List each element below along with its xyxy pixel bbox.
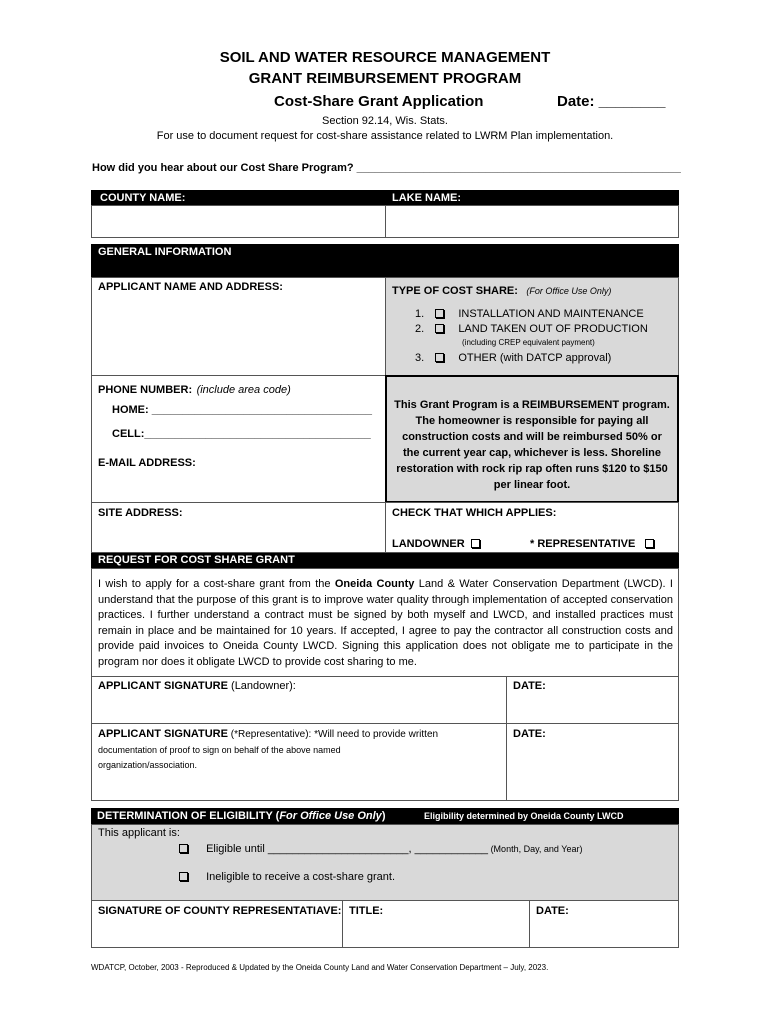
site-address-cell[interactable] — [91, 502, 386, 553]
title-label: TITLE: — [349, 905, 384, 917]
signature-label: APPLICANT SIGNATURE — [98, 680, 228, 692]
applicant-type-cell — [385, 502, 679, 553]
county-rep-signature-field[interactable] — [91, 900, 343, 948]
checkbox-icon[interactable] — [435, 324, 444, 333]
request-bar: REQUEST FOR COST SHARE GRANT — [91, 553, 679, 568]
request-text-part: Land & Water Conservation Department (LWCD). I understand that the purpose of this grant is to improve water quality through implementation of accepted conservation practices. I further understand a contract must be signed by both myself and LWCD, and installed practices must remain in place and be maintained for 10 years. If accepted, I agree to pay the contractor all construction costs and provide paid invoices to Oneida County LWCD. Signing this application does not obligate me to participate in the program nor does it obligate LWCD to provide cost sharing to me. — [98, 578, 673, 668]
request-statement — [98, 577, 673, 670]
office-use-note: (For Office Use Only) — [526, 286, 612, 296]
site-address-label: SITE ADDRESS: — [98, 507, 183, 519]
date-format-note: (Month, Day, and Year) — [488, 844, 583, 854]
eligible-until-field[interactable]: Eligible until _______________________, ____________ — [206, 843, 489, 855]
signature-label: APPLICANT SIGNATURE — [98, 728, 228, 740]
landowner-date-field[interactable] — [506, 676, 679, 724]
form-title-line3: Cost-Share Grant Application — [274, 93, 484, 110]
phone-number-label: PHONE NUMBER: — [98, 384, 193, 396]
lake-name-label: LAKE NAME: — [392, 192, 462, 204]
statute-reference: Section 92.14, Wis. Stats. — [322, 115, 448, 127]
eligibility-bar — [91, 808, 679, 824]
ineligible-option[interactable] — [176, 871, 395, 883]
form-purpose: For use to document request for cost-share assistance related to LWRM Plan implementation. — [156, 130, 614, 142]
applicant-is-label: This applicant is: — [98, 827, 180, 839]
applicant-name-label: APPLICANT NAME AND ADDRESS: — [98, 281, 283, 293]
request-text-part: I wish to apply for a cost-share grant from the — [98, 578, 335, 590]
lake-name-input[interactable] — [385, 205, 679, 238]
representative-label: * REPRESENTATIVE — [530, 538, 636, 550]
general-information-bar: GENERAL INFORMATION — [91, 244, 679, 277]
representative-documentation-note: documentation of proof to sign on behalf of the above named organization/association. — [98, 745, 341, 770]
form-title-line2: GRANT REIMBURSEMENT PROGRAM — [248, 70, 522, 87]
landowner-label: LANDOWNER — [392, 538, 465, 550]
checkbox-icon[interactable] — [471, 539, 480, 548]
option-number: 2. — [415, 323, 425, 335]
county-name-input[interactable] — [91, 205, 386, 238]
referral-question[interactable]: How did you hear about our Cost Share Program? _____________________________________________________ — [92, 162, 681, 174]
signature-note: (*Representative): *Will need to provide written — [227, 729, 439, 740]
checkbox-icon[interactable] — [645, 539, 654, 548]
checkbox-icon[interactable] — [435, 353, 444, 362]
reimbursement-notice-text: This Grant Program is a REIMBURSEMENT program. The homeowner is responsible for paying all construction costs and will be reimbursed 50% or the current year cap, whichever is less. Shoreline restoration with rock rip rap often runs $120 to $150 per linear foot. — [394, 399, 670, 491]
check-applies-label: CHECK THAT WHICH APPLIES: — [392, 507, 557, 519]
county-date-field[interactable] — [529, 900, 679, 948]
option-label: OTHER (with DATCP approval) — [458, 352, 612, 364]
option-number: 1. — [415, 308, 425, 320]
type-of-cost-share-cell — [385, 277, 679, 376]
eligibility-cell — [91, 824, 679, 901]
eligible-option[interactable] — [176, 843, 582, 855]
option-number: 3. — [415, 352, 425, 364]
email-address-field[interactable]: E-MAIL ADDRESS: — [98, 457, 196, 469]
area-code-note: (include area code) — [196, 384, 291, 396]
county-lake-header — [91, 190, 679, 206]
landowner-signature-field[interactable] — [91, 676, 507, 724]
eligibility-bar-close: ) — [381, 810, 386, 822]
signature-note: (Landowner): — [227, 680, 296, 692]
applicant-name-address-cell[interactable] — [91, 277, 386, 376]
option-label: LAND TAKEN OUT OF PRODUCTION — [458, 323, 648, 335]
county-name-label: COUNTY NAME: — [100, 192, 186, 204]
representative-signature-field[interactable] — [91, 723, 507, 801]
reimbursement-notice — [385, 375, 679, 503]
county-rep-signature-label: SIGNATURE OF COUNTY REPRESENTATIAVE: — [98, 905, 342, 917]
checkbox-icon[interactable] — [179, 872, 188, 881]
form-footer: WDATCP, October, 2003 - Reproduced & Updated by the Oneida County Land and Water Conservation Department – July, 2023. — [91, 963, 549, 972]
cost-share-option-1[interactable] — [415, 308, 644, 320]
form-title-line1: SOIL AND WATER RESOURCE MANAGEMENT — [219, 49, 551, 66]
representative-date-field[interactable] — [506, 723, 679, 801]
ineligible-label: Ineligible to receive a cost-share grant. — [206, 871, 395, 883]
date-label: DATE: — [513, 680, 546, 692]
contact-cell — [91, 375, 386, 503]
type-cost-share-label: TYPE OF COST SHARE: — [392, 285, 518, 297]
checkbox-icon[interactable] — [435, 309, 444, 318]
home-phone-field[interactable]: HOME: ____________________________________ — [112, 404, 372, 416]
eligibility-determined-by: Eligibility determined by Oneida County LWCD — [424, 811, 624, 821]
eligibility-bar-label: DETERMINATION OF ELIGIBILITY ( — [97, 810, 280, 822]
cost-share-option-3[interactable] — [415, 352, 611, 364]
landowner-option[interactable] — [392, 538, 483, 550]
date-label: DATE: — [513, 728, 546, 740]
request-cell — [91, 568, 679, 677]
representative-option[interactable] — [530, 538, 657, 550]
option-label: INSTALLATION AND MAINTENANCE — [458, 308, 644, 320]
date-label: DATE: — [536, 905, 569, 917]
date-field[interactable]: Date: ________ — [557, 93, 666, 110]
title-field[interactable] — [342, 900, 530, 948]
request-county-name: Oneida County — [334, 578, 415, 590]
cell-phone-field[interactable]: CELL:_____________________________________ — [112, 428, 371, 440]
office-use-note: For Office Use Only — [279, 810, 382, 822]
cost-share-option-2[interactable] — [415, 323, 648, 335]
crep-note: (including CREP equivalent payment) — [462, 338, 595, 347]
checkbox-icon[interactable] — [179, 844, 188, 853]
